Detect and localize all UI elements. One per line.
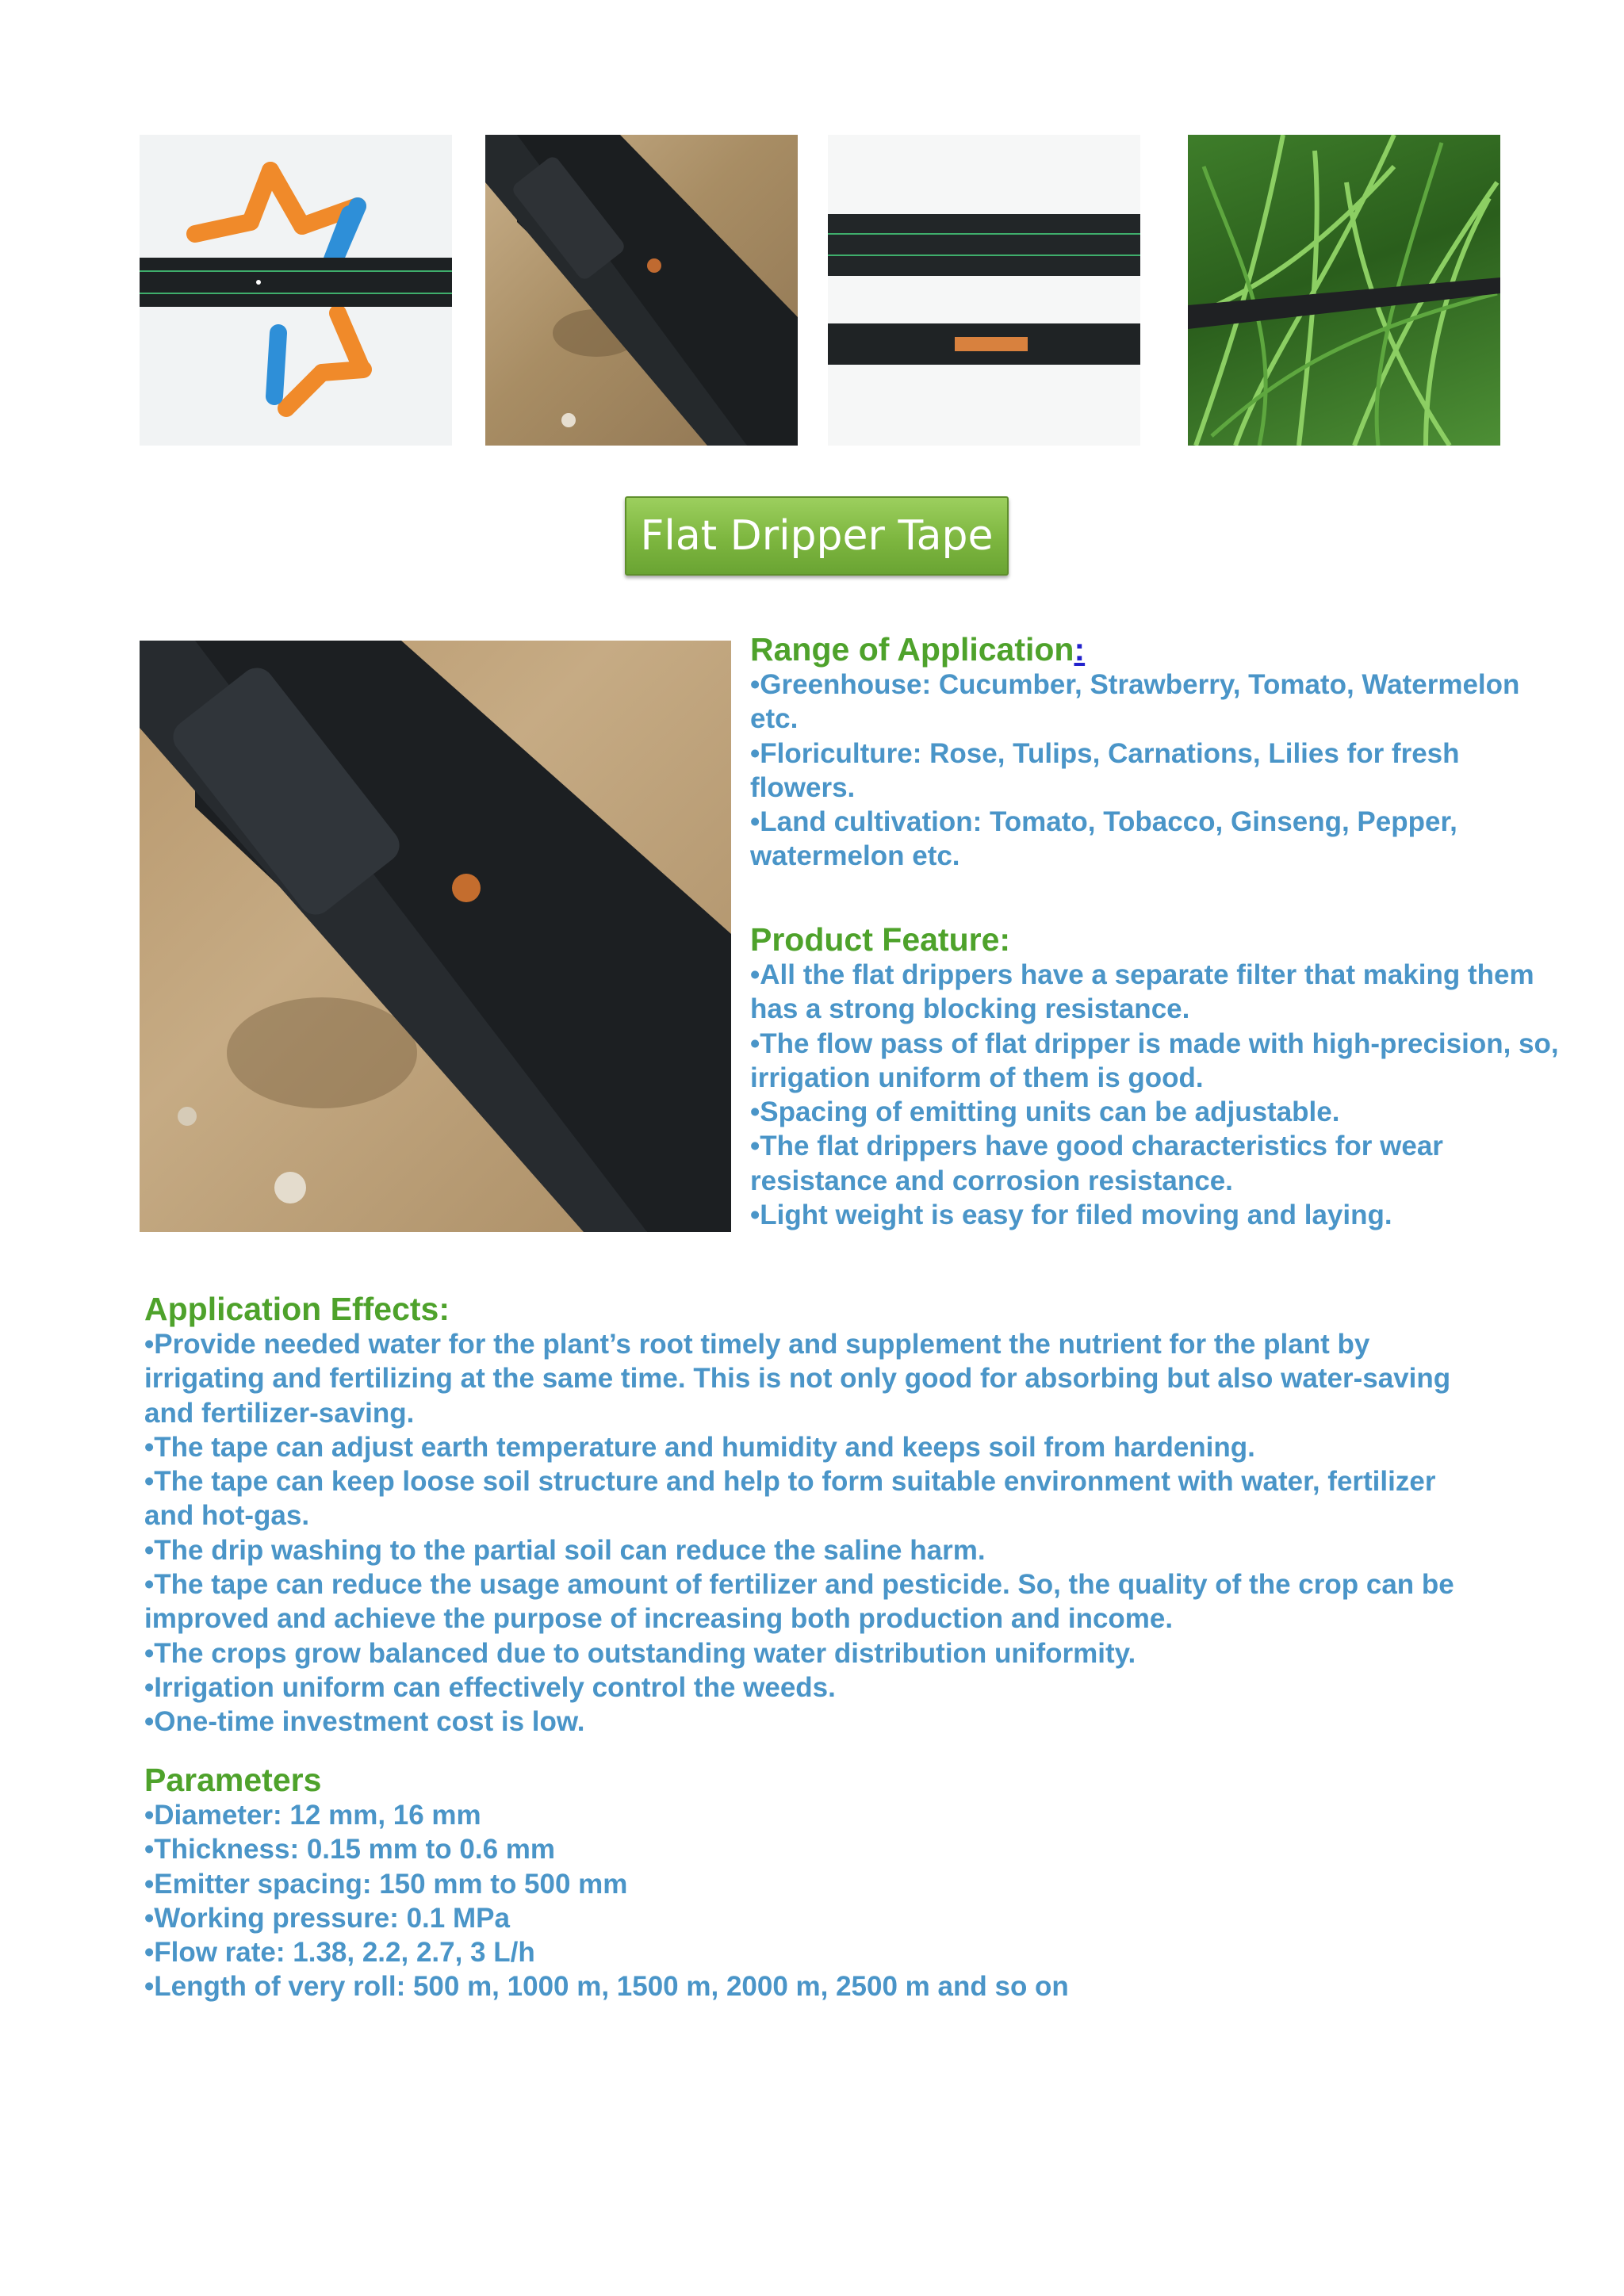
feature-item: •Light weight is easy for filed moving and laying. <box>750 1200 1392 1231</box>
effects-item: •The tape can reduce the usage amount of fertilizer and pesticide. So, the quality of the crop can be improved and achieve the purpose of increasing both production and income. <box>144 1569 1454 1635</box>
product-photo-star-emitters <box>140 135 452 446</box>
effects-item: •The crops grow balanced due to outstanding water distribution uniformity. <box>144 1637 1136 1669</box>
parameters-heading: Parameters <box>144 1762 322 1798</box>
parameter-item: •Thickness: 0.15 mm to 0.6 mm <box>144 1834 556 1866</box>
effects-item: •The tape can adjust earth temperature and humidity and keeps soil from hardening. <box>144 1431 1255 1463</box>
main-product-photo <box>140 641 731 1232</box>
parameters-section <box>144 1762 1461 2004</box>
range-item: •Greenhouse: Cucumber, Strawberry, Tomato, Watermelon etc. <box>750 669 1520 735</box>
effects-item: •Provide needed water for the plant’s root timely and supplement the nutrient for the plant by irrigating and fertilizing at the same time. This is not only good for absorbing but also water-saving and fertilizer-saving. <box>144 1329 1451 1429</box>
effects-item: •One-time investment cost is low. <box>144 1706 585 1738</box>
range-heading-text: Range of Application <box>750 631 1074 668</box>
product-feature-section <box>750 921 1559 1232</box>
range-heading <box>750 631 1559 668</box>
product-photo-tape-on-soil <box>485 135 798 446</box>
title-banner: Flat Dripper Tape <box>625 496 1009 576</box>
parameter-item: •Working pressure: 0.1 MPa <box>144 1902 510 1934</box>
effects-item: •The tape can keep loose soil structure and help to form suitable environment with water, fertilizer and hot-gas. <box>144 1466 1436 1532</box>
feature-item: •All the flat drippers have a separate filter that making them has a strong blocking resistance. <box>750 959 1534 1025</box>
range-heading-colon[interactable]: : <box>1074 631 1086 668</box>
feature-heading: Product Feature: <box>750 921 1011 958</box>
effects-item: •Irrigation uniform can effectively control the weeds. <box>144 1671 836 1703</box>
range-of-application-section <box>750 631 1559 874</box>
parameter-item: •Emitter spacing: 150 mm to 500 mm <box>144 1868 628 1900</box>
effects-heading: Application Effects: <box>144 1291 450 1327</box>
product-photo-tape-in-grass <box>1188 135 1500 446</box>
parameter-item: •Length of very roll: 500 m, 1000 m, 1500 m, 2000 m, 2500 m and so on <box>144 1971 1069 2003</box>
product-photo-flat-tape-strips <box>828 135 1140 446</box>
parameter-item: •Flow rate: 1.38, 2.2, 2.7, 3 L/h <box>144 1937 535 1969</box>
feature-item: •The flat drippers have good characteristics for wear resistance and corrosion resistance. <box>750 1131 1443 1196</box>
parameter-item: •Diameter: 12 mm, 16 mm <box>144 1800 481 1831</box>
effects-item: •The drip washing to the partial soil can reduce the saline harm. <box>144 1534 986 1566</box>
application-effects-section <box>144 1291 1461 1739</box>
range-item: •Floriculture: Rose, Tulips, Carnations, Lilies for fresh flowers. <box>750 737 1460 803</box>
feature-item: •The flow pass of flat dripper is made with high-precision, so, irrigation uniform of them is good. <box>750 1027 1559 1093</box>
feature-item: •Spacing of emitting units can be adjustable. <box>750 1096 1340 1128</box>
range-item: •Land cultivation: Tomato, Tobacco, Ginseng, Pepper, watermelon etc. <box>750 806 1457 872</box>
